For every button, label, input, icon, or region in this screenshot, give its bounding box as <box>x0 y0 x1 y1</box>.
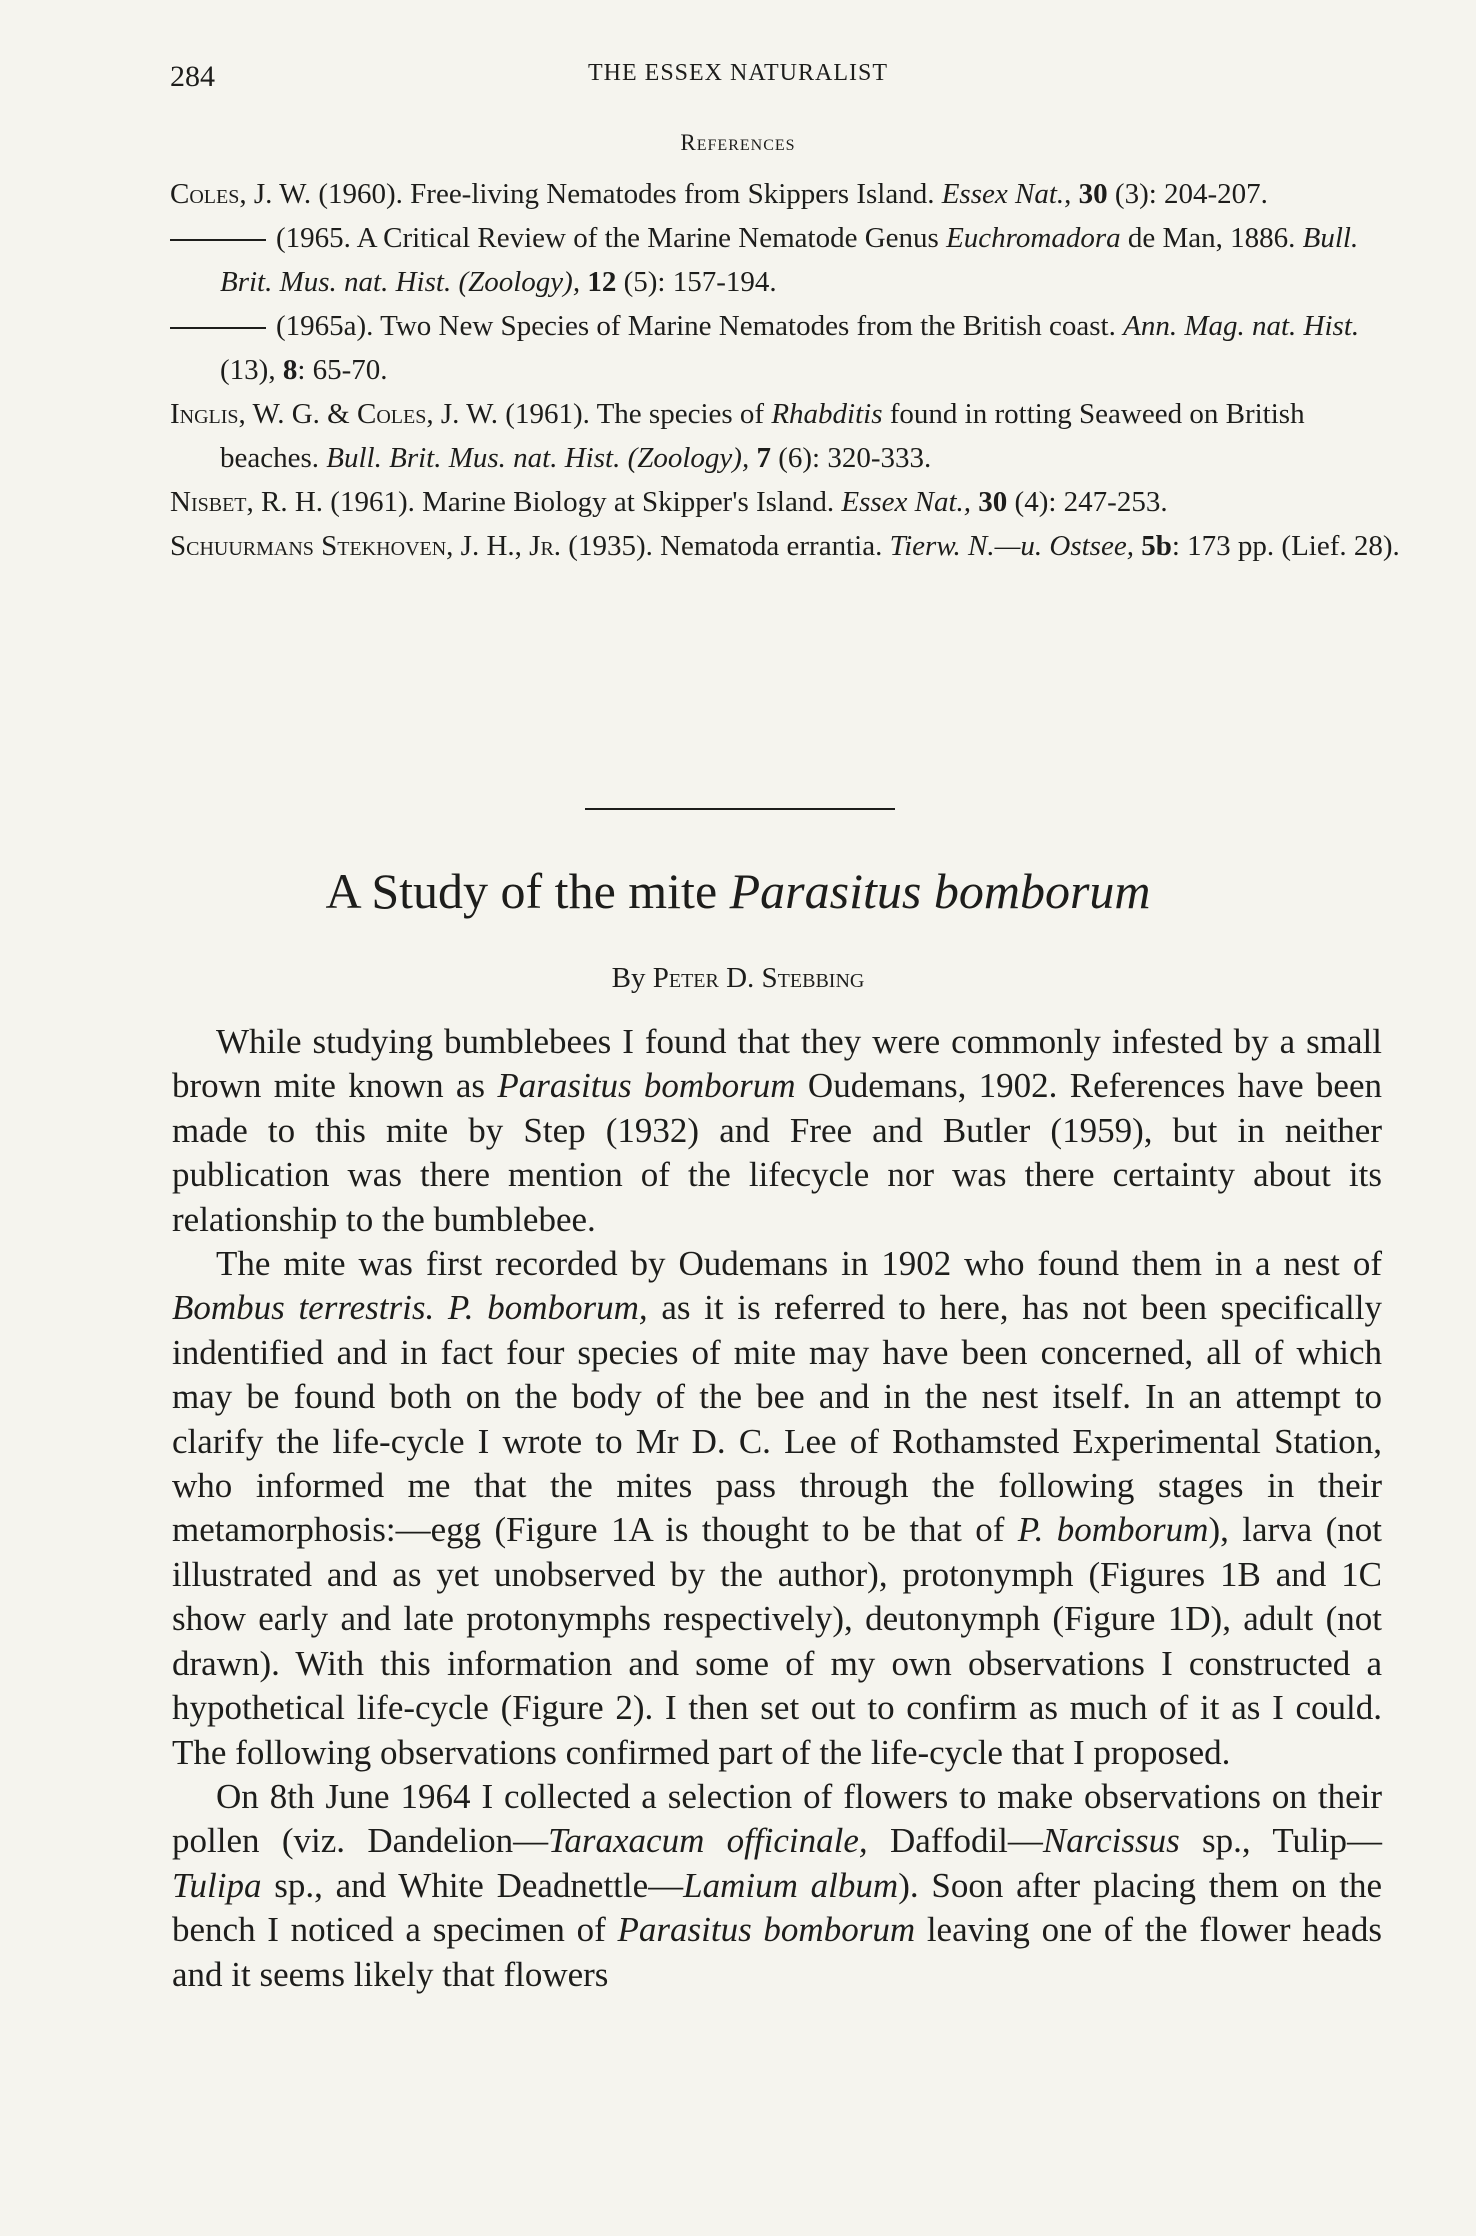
reference-year: (1961). <box>498 398 597 430</box>
reference-year: (1935). <box>561 530 661 562</box>
paragraph-text: Oudemans, 1902. References have been made to this mite by Step (1932) and Free and Butler (1959), but in neither publication was there mention of the lifecycle nor was there certainty about its relationship to the bumblebee. <box>172 1066 1383 1239</box>
species-name: Parasitus bomborum <box>617 1910 916 1950</box>
reference-title: Free-living Nematodes from Skippers Island. <box>410 178 942 210</box>
species-name: Taraxacum officinale, <box>548 1821 868 1861</box>
reference-pages: (4): 247-253. <box>1007 486 1168 518</box>
paragraph-text: The mite was first recorded by Oudemans in 1902 who found them in a nest of <box>216 1244 1382 1284</box>
reference-journal: Essex Nat., <box>841 486 972 518</box>
reference-author: Inglis, W. G. & Coles, J. W. <box>170 398 499 430</box>
article-title-text: A Study of the mite <box>325 863 730 919</box>
reference-title: Nematoda errantia. <box>660 530 890 562</box>
section-divider <box>585 808 895 810</box>
paragraph-text: leaving one of the flower heads and it seems likely that flowers <box>172 1910 1382 1994</box>
reference-title: The species of <box>596 398 772 430</box>
reference-volume: 7 <box>756 442 771 474</box>
running-title: THE ESSEX NATURALIST <box>588 60 888 86</box>
byline-by: By <box>611 962 653 994</box>
reference-year: (1965. <box>276 222 357 254</box>
reference-volume: 8 <box>282 354 298 386</box>
paragraph-text: On 8th June 1964 I collected a selection of flowers to make observations on their pollen (viz. Dandelion— <box>172 1776 1382 1861</box>
species-name: Lamium album <box>683 1865 899 1905</box>
reference-entry <box>170 524 1400 568</box>
references-list <box>170 172 1400 568</box>
ditto-dash <box>170 239 266 241</box>
reference-author: Schuurmans Stekhoven, J. H., Jr. <box>170 530 562 562</box>
paragraph-text: ), larva (not illustrated and as yet unobserved by the author), protonymph (Figures 1B and 1C show early and late protonymphs respectively), deutonymph (Figure 1D), adult (not drawn). With this information and some of my own observations I constructed a hypothetical life-cycle (Figure 2). I then set out to confirm as much of it as I could. The following observations confirmed part of the life-cycle that I proposed. <box>172 1510 1382 1772</box>
reference-journal: Bull. Brit. Mus. nat. Hist. (Zoology), <box>220 222 1359 298</box>
reference-genus: Euchromadora <box>946 222 1121 254</box>
paragraph-text: While studying bumblebees I found that they were commonly infested by a small brown mite known as <box>172 1022 1382 1106</box>
reference-year: (1960). <box>311 178 411 210</box>
article-title <box>0 862 1476 920</box>
paragraph-text: sp., and White Deadnettle— <box>261 1865 684 1905</box>
species-name: Parasitus bomborum <box>497 1066 796 1106</box>
reference-pages: (6): 320-333. <box>770 442 932 474</box>
body-paragraph <box>172 1242 1382 1775</box>
reference-title: Two New Species of Marine Nematodes from the British coast. <box>380 310 1124 342</box>
reference-journal: Essex Nat. <box>941 178 1065 210</box>
reference-title: Marine Biology at Skipper's Island. <box>422 486 842 518</box>
page-number: 284 <box>170 60 215 93</box>
reference-author: Coles, J. W. <box>170 178 312 210</box>
reference-pages: (3): 204-207. <box>1107 178 1268 210</box>
reference-journal: Bull. Brit. Mus. nat. Hist. (Zoology), <box>326 442 750 474</box>
reference-journal: Ann. Mag. nat. Hist. <box>1123 310 1360 342</box>
reference-author: Nisbet, R. H. <box>170 486 324 518</box>
reference-entry: Coles, J. W. (1960). Free-living Nematodes from Skippers Island. Essex Nat., 30 (3): 204-207. <box>170 178 1268 210</box>
species-name: Narcissus <box>1042 1821 1180 1861</box>
paragraph-text: as it is referred to here, has not been specifically indentified and in fact four species of mite may have been concerned, all of which may be found both on the body of the bee and in the nest itself. In an attempt to clarify the life-cycle I wrote to Mr D. C. Lee of Rothamsted Experimental Station, who informed me that the mites pass through the following stages in their metamorphosis:—egg (Figure 1A is thought to be that of <box>172 1288 1382 1550</box>
reference-volume: 30 <box>1078 178 1108 210</box>
reference-year: (1961). <box>323 486 423 518</box>
reference-genus: Rhabditis <box>771 398 883 430</box>
ditto-dash <box>170 327 266 329</box>
author-name: Peter D. Stebbing <box>652 962 865 994</box>
species-name: P. bomborum <box>1017 1510 1209 1550</box>
reference-pages: : 65-70. <box>297 354 388 386</box>
reference-volume: 5b <box>1141 530 1172 562</box>
paragraph-text: sp., Tulip— <box>1179 1821 1382 1861</box>
body-paragraph <box>172 1775 1382 1997</box>
reference-entry <box>170 480 1400 524</box>
reference-year: (1965a). <box>276 310 381 342</box>
reference-volume: 30 <box>978 486 1008 518</box>
article-title-species: Parasitus bomborum <box>729 863 1151 919</box>
body-paragraph <box>172 1020 1382 1242</box>
reference-journal: Tierw. N.—u. Ostsee, <box>889 530 1134 562</box>
reference-series: (13), <box>220 354 283 386</box>
reference-volume: 12 <box>587 266 617 298</box>
reference-entry <box>170 304 1400 392</box>
reference-pages: : 173 pp. (Lief. 28). <box>1171 530 1400 562</box>
paragraph-text: ). Soon after placing them on the bench I noticed a specimen of <box>172 1865 1382 1950</box>
species-name: Bombus terrestris. P. bomborum, <box>172 1288 648 1328</box>
article-byline <box>0 962 1476 995</box>
species-name: Tulipa <box>172 1865 262 1905</box>
reference-title-cont: de Man, 1886. <box>1120 222 1303 254</box>
references-heading: References <box>680 130 796 155</box>
reference-pages: (5): 157-194. <box>616 266 777 298</box>
reference-entry <box>170 216 1400 304</box>
reference-title: A Critical Review of the Marine Nematode Genus <box>356 222 947 254</box>
reference-entry <box>170 392 1400 480</box>
article-body <box>172 1020 1382 1997</box>
paragraph-text: Daffodil— <box>867 1821 1043 1861</box>
reference-title-cont: found in rotting Seaweed on British beaches. <box>220 398 1305 474</box>
